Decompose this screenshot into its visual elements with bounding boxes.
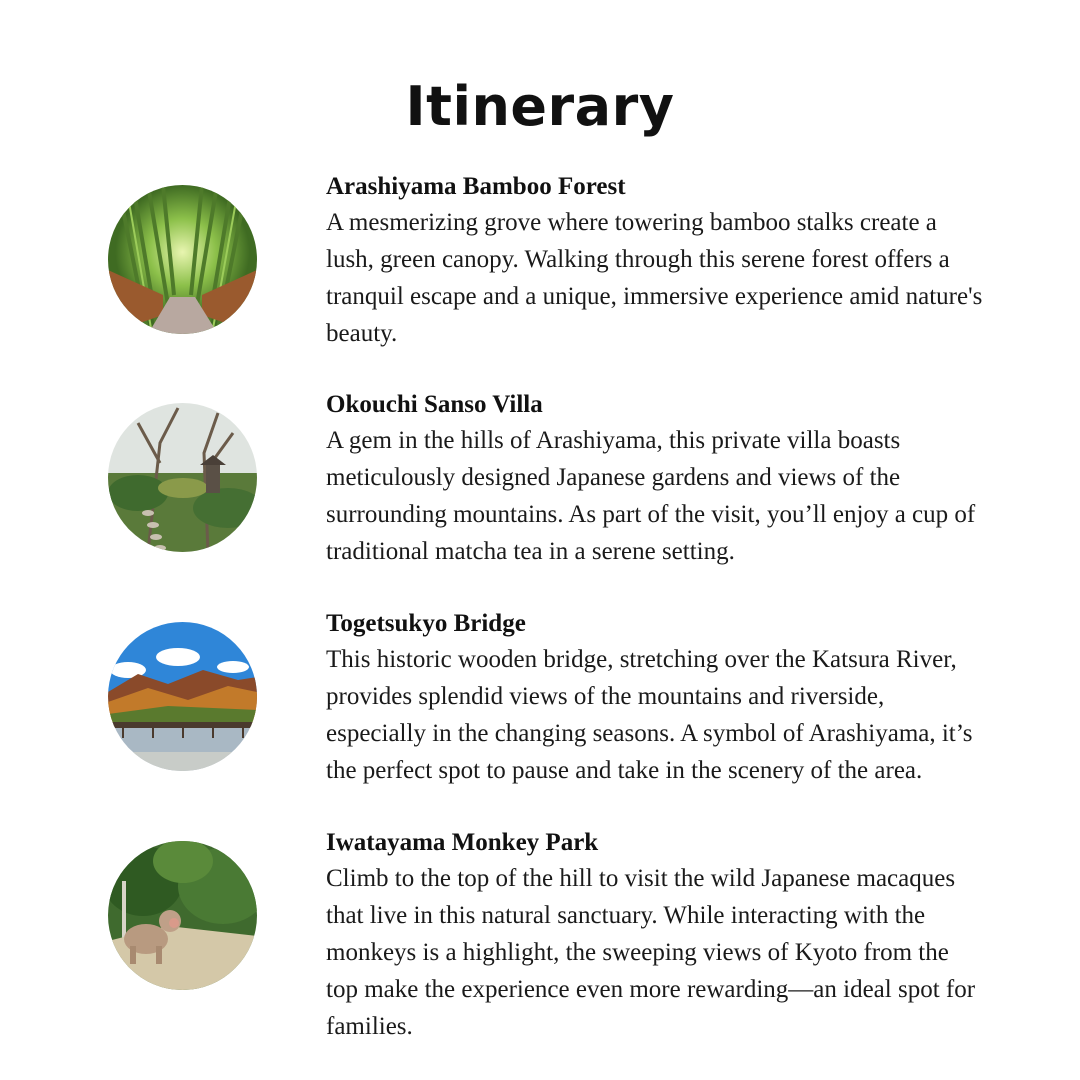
item-text bbox=[326, 826, 986, 1045]
item-description: This historic wooden bridge, stretching over the Katsura River, provides splendid views of the mountains and riverside, especially in the changing seasons. A symbol of Arashiyama, it’s the perfect spot to pause and take in the scenery of the area. bbox=[326, 646, 973, 784]
item-description: Climb to the top of the hill to visit the wild Japanese macaques that live in this natural sanctuary. While interacting with the monkeys is a highlight, the sweeping views of Kyoto from the top make the experience even more rewarding—an ideal spot for families. bbox=[326, 865, 976, 1040]
item-description: A mesmerizing grove where towering bamboo stalks create a lush, green canopy. Walking through this serene forest offers a tranquil escape and a unique, immersive experience amid nature's beauty. bbox=[326, 209, 983, 347]
item-text bbox=[326, 170, 986, 352]
item-description: A gem in the hills of Arashiyama, this private villa boasts meticulously designed Japanese gardens and views of the surrounding mountains. As part of the visit, you’ll enjoy a cup of traditional matcha tea in a serene setting. bbox=[326, 427, 976, 565]
bamboo-forest-photo bbox=[108, 185, 257, 334]
page-title: Itinerary bbox=[405, 75, 675, 138]
togetsukyo-bridge-photo bbox=[108, 622, 257, 771]
okouchi-sanso-photo bbox=[108, 403, 257, 552]
item-text bbox=[326, 388, 986, 570]
item-title: Arashiyama Bamboo Forest bbox=[326, 173, 626, 200]
item-title: Iwatayama Monkey Park bbox=[326, 829, 599, 856]
item-title: Togetsukyo Bridge bbox=[326, 610, 526, 637]
item-text bbox=[326, 607, 986, 789]
item-title: Okouchi Sanso Villa bbox=[326, 391, 543, 418]
monkey-park-photo bbox=[108, 841, 257, 990]
